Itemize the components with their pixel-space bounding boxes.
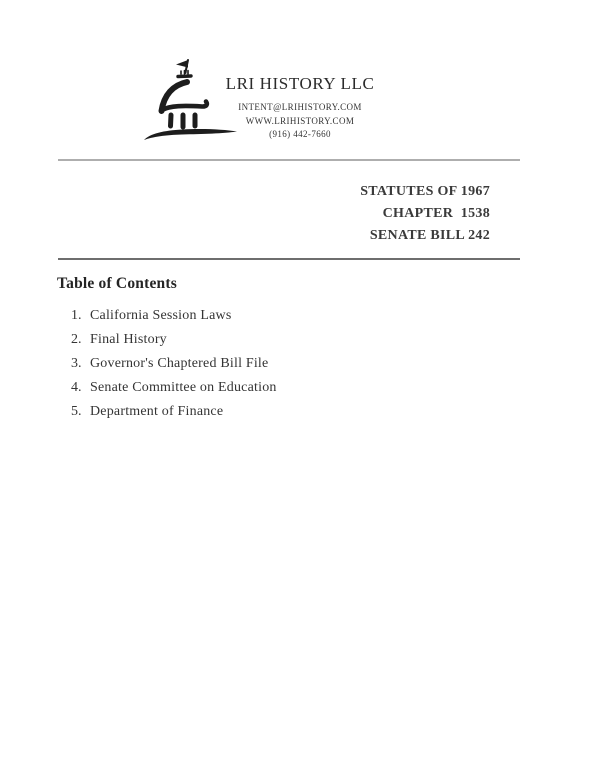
toc-item (71, 354, 277, 378)
toc-item (71, 330, 277, 354)
toc-item (71, 402, 277, 426)
toc-item-number: 4. (71, 380, 82, 395)
toc-item (71, 306, 277, 330)
toc-item-number: 1. (71, 308, 82, 323)
statute-reference (360, 181, 490, 247)
statute-bill-line: SENATE BILL 242 (369, 228, 490, 243)
toc-item-label: Senate Committee on Education (90, 380, 277, 395)
company-website: WWW.LRIHISTORY.COM (245, 115, 355, 126)
toc-item-label: Final History (90, 332, 167, 347)
toc-item-label: Department of Finance (90, 404, 224, 419)
toc-item-number: 2. (71, 332, 82, 347)
company-phone: (916) 442-7660 (269, 129, 331, 139)
letterhead (195, 74, 405, 142)
toc-item-number: 3. (71, 356, 82, 371)
toc-item-number: 5. (71, 404, 82, 419)
toc-item-label: California Session Laws (90, 308, 232, 323)
toc-heading: Table of Contents (57, 275, 177, 292)
toc-list (71, 306, 277, 426)
reference-divider (58, 258, 520, 260)
statute-year-line: STATUTES OF 1967 (360, 184, 490, 199)
header-divider (58, 159, 520, 161)
company-email: INTENT@LRIHISTORY.COM (238, 102, 362, 112)
toc-item-label: Governor's Chaptered Bill File (90, 356, 269, 371)
toc-item (71, 378, 277, 402)
company-name: LRI HISTORY LLC (225, 74, 375, 93)
statute-chapter-line: CHAPTER 1538 (382, 206, 490, 221)
